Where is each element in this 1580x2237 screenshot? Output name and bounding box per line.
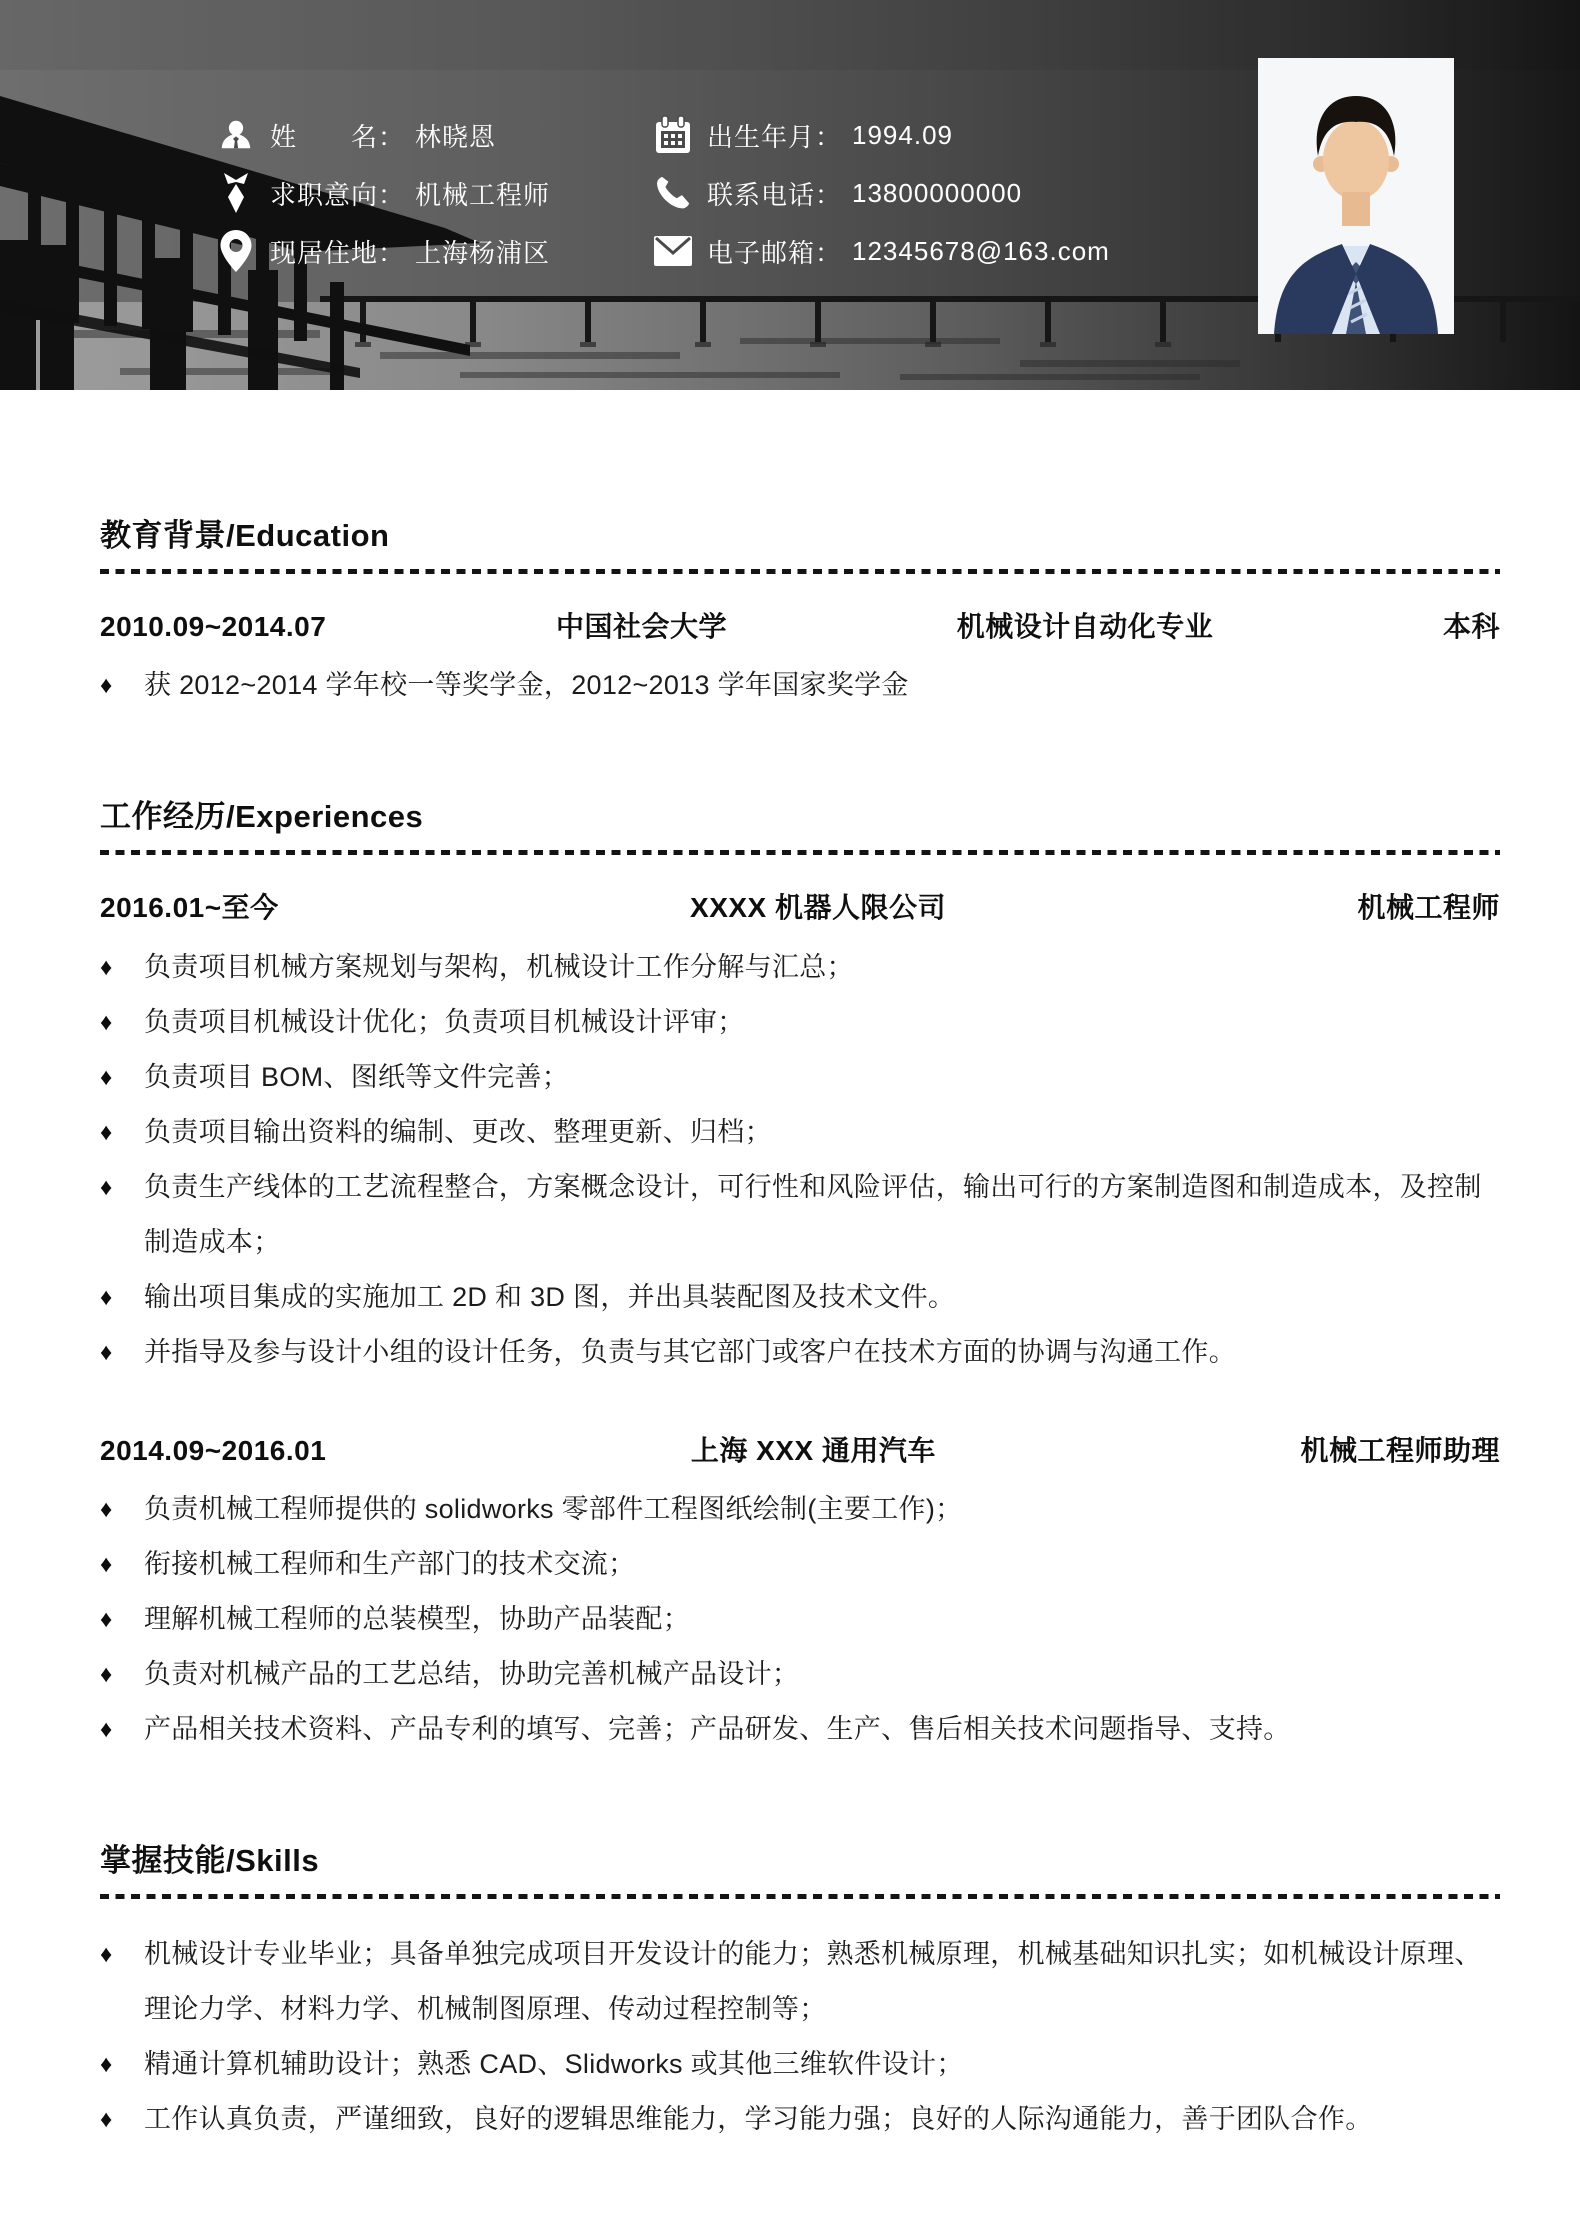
bullet-text: 获 2012~2014 学年校一等奖学金，2012~2013 学年国家奖学金 — [144, 670, 909, 701]
bullet-item — [100, 658, 1500, 713]
contact-row-objective — [215, 164, 550, 222]
job-period: 2016.01~至今 — [100, 891, 279, 923]
location-pin-icon — [215, 230, 257, 272]
bullet-text: 工作认真负责，严谨细致，良好的逻辑思维能力，学习能力强；良好的人际沟通能力，善于团队合作。 — [144, 2104, 1373, 2135]
diamond-bullet-icon: ♦ — [100, 1941, 113, 1969]
section-skills — [100, 1845, 1500, 2147]
bullet-item — [100, 1105, 1500, 1160]
diamond-bullet-icon: ♦ — [100, 1496, 113, 1524]
section-experience — [100, 801, 1500, 1757]
bullet-item — [100, 1702, 1500, 1757]
bullet-text: 并指导及参与设计小组的设计任务，负责与其它部门或客户在技术方面的协调与沟通工作。 — [144, 1336, 1236, 1367]
bullet-item — [100, 1325, 1500, 1380]
bullet-item — [100, 1050, 1500, 1105]
bullet-item — [100, 940, 1500, 995]
section-education — [100, 520, 1500, 713]
job-role: 机械工程师 — [1357, 891, 1500, 923]
skills-bullet-list — [100, 1927, 1500, 2147]
diamond-bullet-icon: ♦ — [100, 2106, 113, 2134]
bullet-text: 负责项目机械方案规划与架构，机械设计工作分解与汇总； — [144, 951, 854, 982]
job-role: 机械工程师助理 — [1300, 1434, 1500, 1466]
diamond-bullet-icon: ♦ — [100, 953, 113, 981]
diamond-bullet-icon: ♦ — [100, 1008, 113, 1036]
diamond-bullet-icon: ♦ — [100, 1063, 113, 1091]
user-icon — [215, 114, 257, 156]
job-period: 2014.09~2016.01 — [100, 1434, 327, 1466]
bullet-text: 负责对机械产品的工艺总结，协助完善机械产品设计； — [144, 1659, 800, 1690]
job-entry-2 — [100, 1436, 1500, 1758]
address-value: 上海杨浦区 — [415, 237, 551, 268]
objective-value: 机械工程师 — [415, 179, 551, 210]
bullet-text: 精通计算机辅助设计；熟悉 CAD、Slidworks 或其他三维软件设计； — [144, 2049, 964, 2080]
birth-label: 出生年月： — [707, 121, 843, 152]
phone-icon — [652, 172, 694, 214]
diamond-bullet-icon: ♦ — [100, 1173, 113, 1201]
job-entry-row — [100, 893, 1500, 924]
bullet-text: 理解机械工程师的总装模型，协助产品装配； — [144, 1604, 690, 1635]
bullet-item — [100, 1270, 1500, 1325]
education-bullet-list — [100, 658, 1500, 713]
tie-icon — [215, 172, 257, 214]
education-major: 机械设计自动化专业 — [956, 610, 1214, 642]
birth-value: 1994.09 — [852, 119, 953, 150]
dashed-divider — [100, 569, 1500, 574]
objective-label: 求职意向： — [270, 179, 406, 210]
bullet-text: 机械设计专业毕业；具备单独完成项目开发设计的能力；熟悉机械原理，机械基础知识扎实；如机械设计原理、理论力学、材料力学、机械制图原理、传动过程控制等； — [144, 1939, 1482, 2025]
bullet-text: 负责项目 BOM、图纸等文件完善； — [144, 1061, 570, 1092]
contact-row-birth — [652, 106, 1110, 164]
bullet-text: 输出项目集成的实施加工 2D 和 3D 图，并出具装配图及技术文件。 — [144, 1281, 956, 1312]
diamond-bullet-icon: ♦ — [100, 1551, 113, 1579]
experience-section-title: 工作经历/Experiences — [100, 799, 424, 835]
bullet-item — [100, 2092, 1500, 2147]
education-degree: 本科 — [1442, 610, 1500, 642]
diamond-bullet-icon: ♦ — [100, 1606, 113, 1634]
email-icon — [652, 230, 694, 272]
calendar-icon — [652, 114, 694, 156]
job-company: 上海 XXX 通用汽车 — [690, 1434, 936, 1466]
diamond-bullet-icon: ♦ — [100, 1661, 113, 1689]
contact-column-right — [652, 106, 1110, 280]
contact-row-phone — [652, 164, 1110, 222]
contact-row-name — [215, 106, 550, 164]
education-entry-row — [100, 612, 1500, 643]
id-photo — [1258, 58, 1454, 334]
education-section-title: 教育背景/Education — [100, 518, 390, 553]
email-label: 电子邮箱： — [707, 237, 843, 268]
job-entry-row — [100, 1436, 1500, 1467]
name-value: 林晓恩 — [415, 121, 497, 152]
diamond-bullet-icon: ♦ — [100, 1283, 113, 1311]
bullet-item — [100, 2037, 1500, 2092]
job-bullet-list — [100, 940, 1500, 1380]
bullet-text: 负责项目机械设计优化；负责项目机械设计评审； — [144, 1006, 745, 1037]
address-label: 现居住地： — [270, 237, 406, 268]
diamond-bullet-icon: ♦ — [100, 1118, 113, 1146]
phone-value: 13800000000 — [852, 177, 1023, 208]
name-label: 姓 名： — [270, 121, 406, 152]
education-school: 中国社会大学 — [556, 610, 728, 642]
job-entry-1 — [100, 893, 1500, 1380]
resume-body — [0, 520, 1580, 2147]
dashed-divider — [100, 1894, 1500, 1899]
job-company: XXXX 机器人限公司 — [690, 891, 947, 923]
diamond-bullet-icon: ♦ — [100, 1716, 113, 1744]
contact-column-left — [215, 106, 550, 280]
bullet-text: 负责生产线体的工艺流程整合，方案概念设计，可行性和风险评估，输出可行的方案制造图和制造成本，及控制制造成本； — [144, 1171, 1482, 1257]
bullet-item — [100, 1647, 1500, 1702]
bullet-item — [100, 995, 1500, 1050]
bullet-text: 负责机械工程师提供的 solidworks 零部件工程图纸绘制(主要工作)； — [144, 1494, 963, 1525]
bullet-text: 衔接机械工程师和生产部门的技术交流； — [144, 1549, 636, 1580]
bullet-item — [100, 1592, 1500, 1647]
bullet-item — [100, 1927, 1500, 2037]
bullet-text: 产品相关技术资料、产品专利的填写、完善；产品研发、生产、售后相关技术问题指导、支持。 — [144, 1714, 1291, 1745]
diamond-bullet-icon: ♦ — [100, 1338, 113, 1366]
diamond-bullet-icon: ♦ — [100, 2051, 113, 2079]
job-bullet-list — [100, 1482, 1500, 1757]
bullet-item — [100, 1537, 1500, 1592]
phone-label: 联系电话： — [707, 179, 843, 210]
email-value: 12345678@163.com — [852, 235, 1110, 266]
contact-row-email — [652, 222, 1110, 280]
skills-section-title: 掌握技能/Skills — [100, 1843, 320, 1879]
bullet-text: 负责项目输出资料的编制、更改、整理更新、归档； — [144, 1116, 772, 1147]
contact-row-address — [215, 222, 550, 280]
diamond-bullet-icon: ♦ — [100, 672, 113, 700]
bullet-item — [100, 1482, 1500, 1537]
dashed-divider — [100, 850, 1500, 855]
bullet-item — [100, 1160, 1500, 1270]
education-period: 2010.09~2014.07 — [100, 610, 327, 642]
header-banner — [0, 0, 1580, 390]
